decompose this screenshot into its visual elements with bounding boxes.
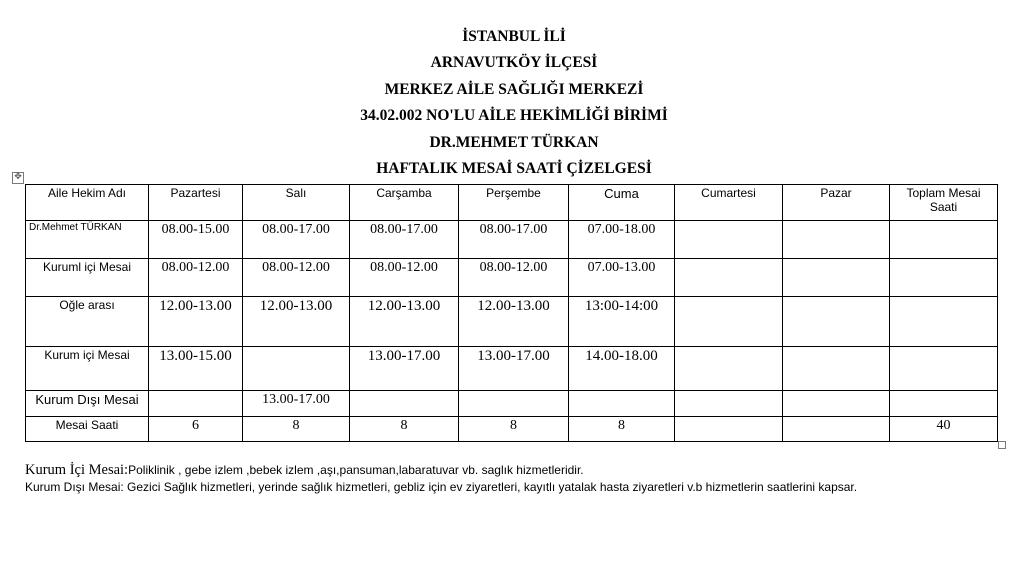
table-cell — [675, 221, 783, 259]
table-cell: 08.00-12.00 — [459, 259, 569, 297]
table-cell: 08.00-15.00 — [149, 221, 243, 259]
table-cell — [890, 391, 998, 417]
table-row — [26, 347, 998, 391]
footer-notes — [25, 462, 857, 495]
table-cell — [890, 297, 998, 347]
table-cell — [783, 417, 890, 442]
header-district: ARNAVUTKÖY İLÇESİ — [430, 54, 598, 72]
table-cell: 08.00-12.00 — [149, 259, 243, 297]
table-cell: 8 — [350, 417, 459, 442]
footer-note-external: Kurum Dışı Mesai: Gezici Sağlık hizmetleri, yerinde sağlık hizmetleri, gebliz için ev ziyaretleri, kayıtlı yatalak hasta ziyaretleri v.b hizmetlerin saatlerini kapsar. — [25, 480, 858, 494]
table-cell: 14.00-18.00 — [569, 347, 675, 391]
header-unit: 34.02.002 NO'LU AİLE HEKİMLİĞİ BİRİMİ — [360, 107, 668, 125]
table-cell: 6 — [149, 417, 243, 442]
table-header-row — [26, 185, 998, 221]
table-cell — [675, 347, 783, 391]
table-cell: 08.00-17.00 — [243, 221, 350, 259]
table-cell: 07.00-18.00 — [569, 221, 675, 259]
col-header-thursday: Perşembe — [459, 185, 569, 221]
table-row-totals — [26, 417, 998, 442]
table-cell — [783, 347, 890, 391]
row-label: Kurum Dışı Mesai — [26, 391, 149, 417]
header-schedule-title: HAFTALIK MESAİ SAATİ ÇİZELGESİ — [376, 159, 652, 177]
table-resize-handle[interactable] — [998, 441, 1006, 449]
table-cell: 8 — [569, 417, 675, 442]
header-doctor: DR.MEHMET TÜRKAN — [429, 133, 599, 151]
table-cell — [783, 391, 890, 417]
row-label: Oğle arası — [26, 297, 149, 347]
row-label: Dr.Mehmet TÜRKAN — [26, 221, 149, 259]
header-center: MERKEZ AİLE SAĞLIĞI MERKEZİ — [384, 80, 644, 98]
col-header-doctor: Aile Hekim Adı — [26, 185, 149, 221]
col-header-friday: Cuma — [569, 185, 675, 221]
table-cell: 13.00-15.00 — [149, 347, 243, 391]
col-header-total: Toplam Mesai Saati — [890, 185, 998, 221]
table-cell — [783, 297, 890, 347]
table-cell — [675, 259, 783, 297]
table-cell: 13.00-17.00 — [459, 347, 569, 391]
table-cell — [149, 391, 243, 417]
table-cell — [890, 221, 998, 259]
footer-note-internal — [25, 462, 857, 479]
col-header-monday: Pazartesi — [149, 185, 243, 221]
table-row — [26, 259, 998, 297]
table-cell: 08.00-17.00 — [459, 221, 569, 259]
table-cell — [890, 259, 998, 297]
table-cell: 07.00-13.00 — [569, 259, 675, 297]
table-cell: 08.00-17.00 — [350, 221, 459, 259]
table-cell — [569, 391, 675, 417]
table-cell: 13.00-17.00 — [243, 391, 350, 417]
table-cell: 08.00-12.00 — [243, 259, 350, 297]
col-header-saturday: Cumartesi — [675, 185, 783, 221]
table-cell — [243, 347, 350, 391]
table-cell — [783, 259, 890, 297]
table-row — [26, 221, 998, 259]
table-cell — [890, 347, 998, 391]
table-row — [26, 297, 998, 347]
table-cell — [675, 297, 783, 347]
row-label: Kurum içi Mesai — [26, 347, 149, 391]
document-header — [0, 26, 1028, 184]
table-cell: 12.00-13.00 — [459, 297, 569, 347]
footer-note-internal-text: Poliklinik , gebe izlem ,bebek izlem ,aşı,pansuman,labaratuvar vb. saglık hizmetleridir. — [128, 463, 584, 477]
table-cell: 13.00-17.00 — [350, 347, 459, 391]
table-cell — [675, 417, 783, 442]
table-cell — [350, 391, 459, 417]
table-cell: 13:00-14:00 — [569, 297, 675, 347]
table-cell: 8 — [459, 417, 569, 442]
footer-note-internal-label: Kurum İçi Mesai: — [25, 462, 129, 478]
table-cell: 8 — [243, 417, 350, 442]
total-hours-cell: 40 — [890, 417, 998, 442]
col-header-tuesday: Salı — [243, 185, 350, 221]
move-cross-icon[interactable]: ✥ — [12, 172, 24, 184]
row-label: Mesai Saati — [26, 417, 149, 442]
col-header-wednesday: Carşamba — [350, 185, 459, 221]
table-cell: 12.00-13.00 — [243, 297, 350, 347]
table-row — [26, 391, 998, 417]
header-province: İSTANBUL İLİ — [462, 28, 566, 45]
table-cell — [459, 391, 569, 417]
table-cell: 12.00-13.00 — [350, 297, 459, 347]
col-header-sunday: Pazar — [783, 185, 890, 221]
table-cell: 08.00-12.00 — [350, 259, 459, 297]
table-cell — [675, 391, 783, 417]
table-cell: 12.00-13.00 — [149, 297, 243, 347]
table-cell — [783, 221, 890, 259]
row-label: Kuruml içi Mesai — [26, 259, 149, 297]
schedule-table — [25, 184, 998, 442]
